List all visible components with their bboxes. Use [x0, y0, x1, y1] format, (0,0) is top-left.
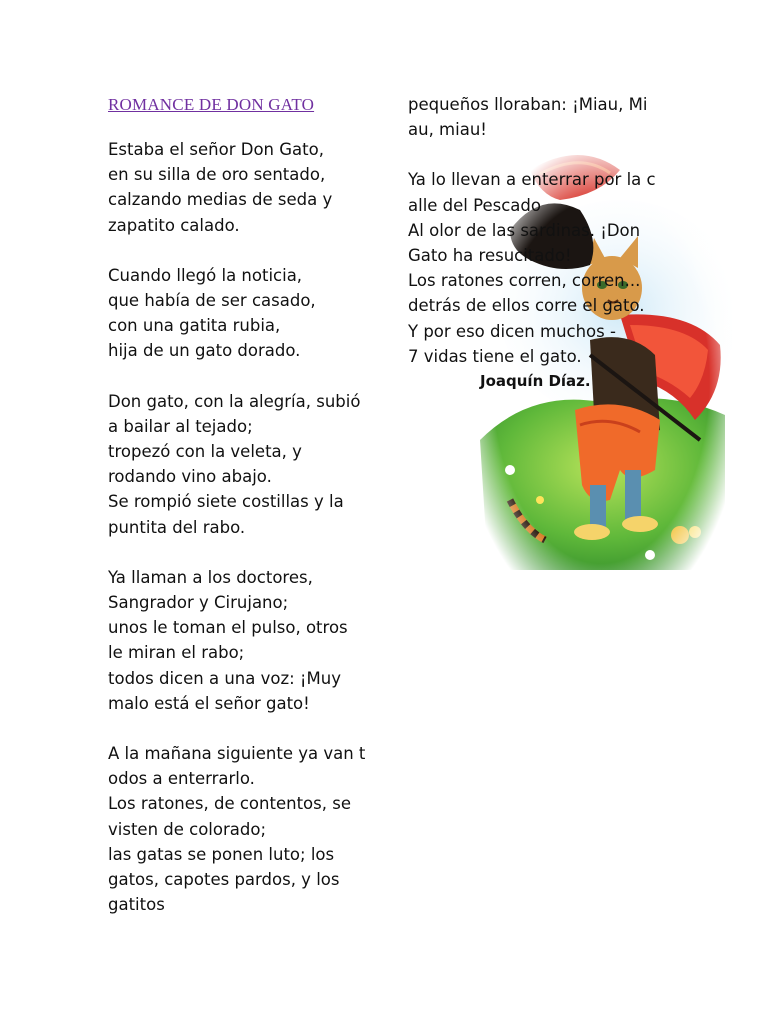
poem-line: Ya lo llevan a enterrar por la c	[408, 170, 656, 190]
poem-line: tropezó con la veleta, y	[108, 442, 302, 462]
poem-line: au, miau!	[408, 120, 487, 140]
poem-line: Don gato, con la alegría, subió	[108, 391, 361, 411]
poem-author: Joaquín Díaz.	[480, 372, 591, 391]
right-stanzas	[408, 92, 670, 369]
poem-line: Cuando llegó la noticia,	[108, 265, 303, 285]
poem-line: Y por eso dicen muchos -	[408, 321, 616, 341]
poem-line: malo está el señor gato!	[108, 693, 310, 713]
poem-line: Ya llaman a los doctores,	[108, 567, 313, 587]
left-column	[108, 92, 376, 942]
stanza	[108, 137, 376, 238]
poem-line: pequeños lloraban: ¡Miau, Mi	[408, 95, 648, 114]
stanza	[108, 263, 376, 364]
poem-line: odos a enterrarlo.	[108, 769, 255, 789]
poem-line: todos dicen a una voz: ¡Muy	[108, 668, 341, 688]
poem-line: hija de un gato dorado.	[108, 341, 301, 361]
poem-line: a bailar al tejado;	[108, 416, 253, 436]
poem-line: A la mañana siguiente ya van t	[108, 744, 366, 764]
poem-line: con una gatita rubia,	[108, 316, 281, 336]
poem-line: 7 vidas tiene el gato.	[408, 346, 582, 366]
poem-line: Estaba el señor Don Gato,	[108, 140, 324, 159]
poem-line: Los ratones corren, corren...	[408, 271, 641, 291]
stanza	[108, 741, 376, 917]
poem-line: rodando vino abajo.	[108, 467, 272, 487]
poem-line: Se rompió siete costillas y la	[108, 492, 344, 512]
poem-line: las gatas se ponen luto; los	[108, 844, 335, 864]
stanza	[408, 92, 670, 142]
stanza	[408, 167, 670, 369]
poem-line: Al olor de las sardinas. ¡Don	[408, 220, 641, 240]
poem-line: Gato ha resucitado!	[408, 246, 572, 266]
poem-line: gatos, capotes pardos, y los	[108, 870, 340, 890]
stanza	[108, 389, 376, 540]
right-column	[408, 92, 670, 394]
poem-line: que había de ser casado,	[108, 291, 316, 311]
poem-title: ROMANCE DE DON GATO	[108, 95, 315, 114]
poem-line: en su silla de oro sentado,	[108, 165, 326, 185]
poem-line: alle del Pescado	[408, 195, 541, 215]
poem-line: zapatito calado.	[108, 215, 240, 235]
poem-line: unos le toman el pulso, otros	[108, 618, 348, 638]
poem-line: calzando medias de seda y	[108, 190, 333, 210]
poem-line: Sangrador y Cirujano;	[108, 593, 289, 613]
poem-line: puntita del rabo.	[108, 517, 246, 537]
poem-line: gatitos	[108, 895, 165, 915]
poem-line: visten de colorado;	[108, 819, 267, 839]
poem-line: Los ratones, de contentos, se	[108, 794, 351, 814]
poem-line: le miran el rabo;	[108, 643, 245, 663]
poem-line: detrás de ellos corre el gato.	[408, 296, 645, 316]
left-stanzas	[108, 137, 376, 917]
stanza	[108, 565, 376, 716]
